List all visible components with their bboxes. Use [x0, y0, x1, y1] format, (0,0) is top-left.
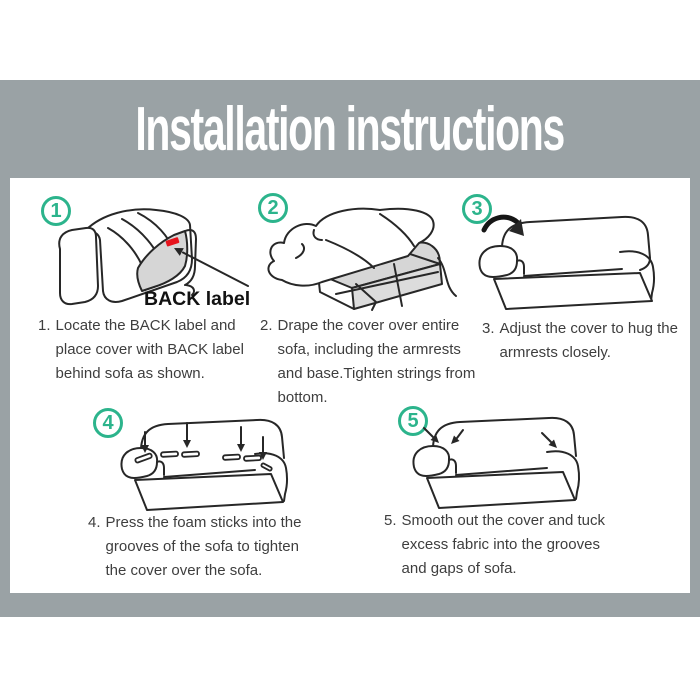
step-3-caption-number: 3. — [482, 320, 495, 337]
step-4-caption-number: 4. — [88, 514, 101, 531]
step-2-caption — [260, 314, 484, 410]
step-3-caption — [482, 317, 678, 365]
sofa-foam-sticks-illustration — [115, 410, 310, 515]
step-3-number: 3 — [471, 197, 483, 220]
step-2-caption-text: Drape the cover over entire sofa, including the armrests and base.Tighten strings from bottom. — [277, 317, 476, 406]
press-down-arrows — [141, 423, 267, 460]
sofa-adjust-armrest-illustration — [472, 206, 682, 314]
step-5-caption-number: 5. — [384, 512, 397, 529]
step-4-number: 4 — [102, 411, 114, 434]
step-4-caption — [88, 511, 320, 583]
step-5-number: 5 — [407, 409, 419, 432]
step-2-number: 2 — [267, 196, 279, 219]
poster-title: Installation instructions — [135, 94, 565, 164]
step-4-caption-text: Press the foam sticks into the grooves of the sofa to tighten the cover over the sofa. — [105, 514, 302, 579]
step-1-caption-number: 1. — [38, 317, 51, 334]
adjust-curved-arrow — [484, 217, 524, 236]
sofa-left-arm-panel — [59, 228, 98, 304]
step-2-caption-number: 2. — [260, 317, 273, 334]
sofa-smooth-tuck-illustration — [405, 408, 605, 513]
step-3-caption-text: Adjust the cover to hug the armrests closely. — [499, 320, 678, 361]
content-panel — [10, 178, 690, 593]
step-1-caption — [38, 314, 268, 386]
tuck-arrows — [424, 428, 557, 448]
header — [0, 80, 700, 178]
step-5-caption — [384, 509, 624, 581]
sofa-draped-cover-illustration — [262, 206, 462, 314]
back-label-annotation: BACK label — [144, 288, 251, 310]
step-5-caption-text: Smooth out the cover and tuck excess fabric into the grooves and gaps of sofa. — [401, 512, 605, 577]
step-1-number: 1 — [50, 199, 62, 222]
step-1-caption-text: Locate the BACK label and place cover with BACK label behind sofa as shown. — [55, 317, 244, 382]
